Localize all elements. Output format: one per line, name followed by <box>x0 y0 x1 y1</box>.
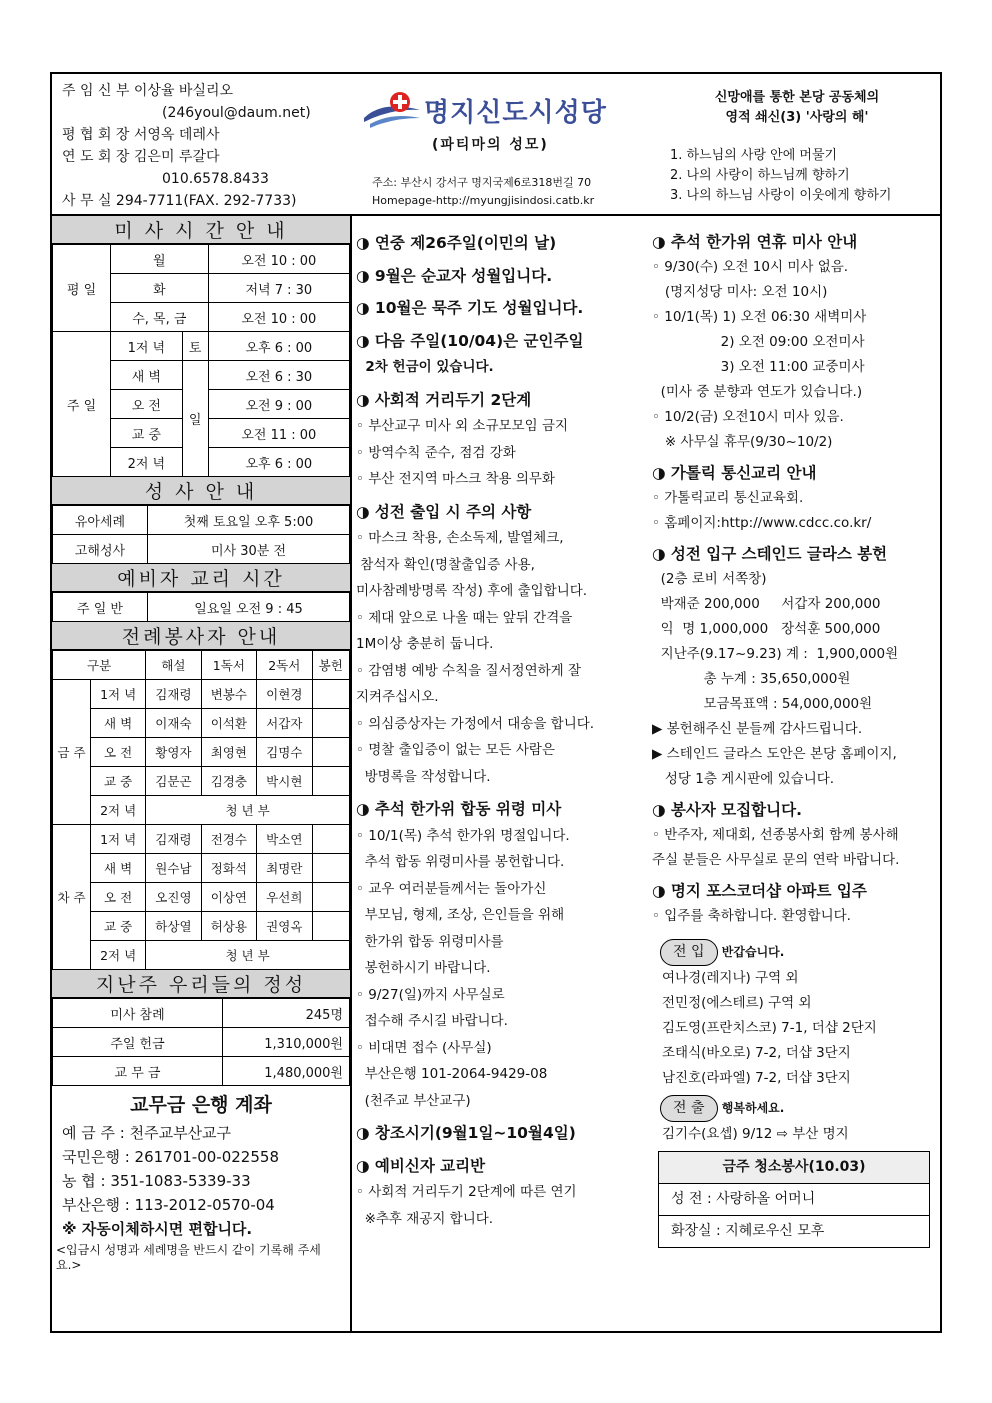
sunday-day-label: 일 <box>182 361 208 477</box>
notice-heading: ◑ 9월은 순교자 성월입니다. <box>356 263 646 290</box>
notice-line: ▶ 봉헌해주신 분들께 감사드립니다. <box>652 721 863 737</box>
server: 하상열 <box>146 912 201 941</box>
catechism-table <box>52 592 350 622</box>
notice-heading: ◑ 가톨릭 통신교리 안내 <box>652 461 940 486</box>
liturgy-title: 전례봉사자 안내 <box>52 622 350 650</box>
notice-line: 총 누계 : 35,650,000원 <box>652 671 851 687</box>
class-time: 일요일 오전 9 : 45 <box>148 593 350 622</box>
server: 우선희 <box>257 883 312 912</box>
class-name: 주 일 반 <box>53 593 148 622</box>
notice-line: ◦ 감염병 예방 수칙을 질서정연하게 잘 <box>356 662 582 679</box>
bank-line: 국민은행 : 261701-00-022558 <box>62 1148 279 1166</box>
col-head: 봉헌 <box>312 651 349 680</box>
cleaning-title: 금주 청소봉사(10.03) <box>659 1152 929 1184</box>
cleaning-box <box>658 1151 930 1248</box>
server: 김경충 <box>201 767 256 796</box>
saturday-label: 토 <box>182 332 208 361</box>
offer-value: 1,480,000원 <box>223 1057 350 1086</box>
notice-line: 2) 오전 09:00 오전미사 <box>652 334 865 350</box>
offer-label: 교 무 금 <box>53 1057 223 1086</box>
mass-time: 오전 6 : 30 <box>208 361 349 390</box>
mass-slot: 2저 녁 <box>111 448 183 477</box>
move-in-list <box>652 966 940 1091</box>
col-head: 1독서 <box>201 651 256 680</box>
slot: 새 벽 <box>91 709 146 738</box>
mass-time: 오전 10 : 00 <box>208 245 349 274</box>
mass-time: 저녁 7 : 30 <box>208 274 349 303</box>
server: 이현경 <box>257 680 312 709</box>
server: 이상연 <box>201 883 256 912</box>
notice-line: ◦ 비대면 접수 (사무실) <box>356 1039 492 1056</box>
church-name: 명지신도시성당 <box>424 98 607 128</box>
server: 전경수 <box>201 825 256 854</box>
notice-line: 부모님, 형제, 조상, 은인들을 위해 <box>356 907 565 923</box>
church-emblem-icon <box>362 90 422 130</box>
mass-day: 화 <box>111 274 209 303</box>
server: 황영자 <box>146 738 201 767</box>
sacrament-name: 고해성사 <box>53 535 148 564</box>
move-in-label: 전 입 <box>660 939 718 966</box>
priest: 주 임 신 부 이상율 바실리오 <box>62 83 234 99</box>
notice-line: 접수해 주시길 바랍니다. <box>356 1013 508 1029</box>
notice-heading: ◑ 연중 제26주일(이민의 날) <box>356 230 646 257</box>
mass-time: 오전 9 : 00 <box>208 390 349 419</box>
server: 최명란 <box>257 854 312 883</box>
address-block <box>372 174 594 210</box>
notice-line: 미사참례방명록 작성) 후에 출입합니다. <box>356 583 588 599</box>
move-out-label: 전 출 <box>660 1095 718 1122</box>
mass-times-table <box>52 244 350 477</box>
notice-line: ◦ 9/30(수) 오전 10시 미사 없음. <box>652 259 849 275</box>
notice-line: ※추후 재공지 합니다. <box>356 1210 494 1227</box>
goal-item: 3. 나의 하느님 사랑이 이웃에게 향하기 <box>670 188 892 203</box>
offering-table <box>52 998 350 1086</box>
sunday-label: 주 일 <box>53 332 111 477</box>
slot: 오 전 <box>91 738 146 767</box>
notice-line: ◦ 10/1(목) 추석 한가위 명절입니다. <box>356 827 570 844</box>
notice-line: ◦ 10/1(목) 1) 오전 06:30 새벽미사 <box>652 309 867 325</box>
server: 김재령 <box>146 680 201 709</box>
priest-email: (246youl@daum.net) <box>162 105 311 121</box>
notice-line: 봉헌하시기 바랍니다. <box>356 960 491 976</box>
bank-line: 예 금 주 : 천주교부산교구 <box>62 1124 232 1142</box>
list-item: 전민정(에스테르) 구역 외 <box>662 995 812 1011</box>
move-out-greet: 행복하세요. <box>721 1101 785 1115</box>
notice-heading: ◑ 예비신자 교리반 <box>356 1153 646 1180</box>
notice-line: ◦ 입주를 축하합니다. 환영합니다. <box>652 908 851 924</box>
mass-day: 수, 목, 금 <box>111 303 209 332</box>
notice-line: ◦ 제대 앞으로 나올 때는 앞뒤 간격을 <box>356 609 573 626</box>
mass-time: 오후 6 : 00 <box>208 332 349 361</box>
mass-day: 월 <box>111 245 209 274</box>
server: 박시현 <box>257 767 312 796</box>
notice-line: 3) 오전 11:00 교중미사 <box>652 359 865 375</box>
council-president: 평 협 회 장 서영옥 데레사 <box>62 127 220 143</box>
move-out <box>652 1095 940 1147</box>
slot: 1저 녁 <box>91 825 146 854</box>
sacrament-time: 첫째 토요일 오후 5:00 <box>148 506 350 535</box>
theme-line2: 영적 쇄신(3) '사랑의 해' <box>725 110 869 125</box>
col-head: 2독서 <box>257 651 312 680</box>
mass-slot: 오 전 <box>111 390 183 419</box>
notice-line: 참석자 확인(명찰출입증 사용, <box>356 556 535 573</box>
mass-slot: 교 중 <box>111 419 183 448</box>
goal-list <box>670 146 932 206</box>
homepage-link[interactable]: Homepage-http://myungjisindosi.catb.kr <box>372 194 595 207</box>
notice-line: ◦ 가톨릭교리 통신교육회. <box>652 490 804 506</box>
sacrament-table <box>52 505 350 564</box>
offer-value: 245명 <box>223 999 350 1028</box>
list-item: 남진호(라파엘) 7-2, 더샵 3단지 <box>662 1070 851 1086</box>
server: 서갑자 <box>257 709 312 738</box>
server: 김명수 <box>257 738 312 767</box>
bank-line: 농 협 : 351-1083-5339-33 <box>62 1172 251 1190</box>
notice-heading: ◑ 사회적 거리두기 2단계 <box>356 387 646 414</box>
notice-line: ◦ 명찰 출입증이 없는 모든 사람은 <box>356 742 555 758</box>
church-logo <box>362 90 642 130</box>
notice-line: ◦ 9/27(일)까지 사무실로 <box>356 986 505 1003</box>
list-item: 조태식(바오로) 7-2, 더샵 3단지 <box>662 1045 851 1061</box>
server: 김재령 <box>146 825 201 854</box>
notice-line: ◦ 의심증상자는 가정에서 대송을 합니다. <box>356 715 595 732</box>
notice-line: (2층 로비 서쪽창) <box>652 571 767 587</box>
notice-line: 박재준 200,000 서갑자 200,000 <box>652 596 881 612</box>
server: 정화석 <box>201 854 256 883</box>
notice-line: 방명록을 작성합니다. <box>356 768 491 785</box>
pastoral-theme <box>662 88 932 206</box>
slot: 1저 녁 <box>91 680 146 709</box>
sacrament-title: 성 사 안 내 <box>52 477 350 505</box>
notice-line: ◦ 홈페이지:http://www.cdcc.co.kr/ <box>652 515 872 531</box>
goal-item: 2. 나의 사랑이 하느님께 향하기 <box>670 168 850 183</box>
goal-item: 1. 하느님의 사랑 안에 머물기 <box>670 148 838 163</box>
server: 이석환 <box>201 709 256 738</box>
notice-line: 2차 헌금이 있습니다. <box>356 359 494 375</box>
header <box>52 74 940 216</box>
this-week-label: 금 주 <box>53 680 91 825</box>
right-notices <box>652 230 940 929</box>
cleaning-row: 화장실 : 지혜로우신 모후 <box>671 1223 825 1239</box>
notice-heading: ◑ 창조시기(9월1일~10월4일) <box>356 1120 646 1147</box>
bulletin-page <box>50 72 942 1333</box>
bank-info <box>52 1121 350 1241</box>
notice-line: 지난주(9.17~9.23) 계 : 1,900,000원 <box>652 646 899 662</box>
slot: 2저 녁 <box>91 796 146 825</box>
catechism-title: 예비자 교리 시간 <box>52 564 350 592</box>
server: 변봉수 <box>201 680 256 709</box>
notice-heading: ◑ 봉사자 모집합니다. <box>652 798 940 823</box>
notice-heading: ◑ 성전 출입 시 주의 사항 <box>356 499 646 526</box>
address: 주소: 부산시 강서구 명지국제6로318번길 70 <box>372 176 592 189</box>
notice-heading: ◑ 추석 한가위 연휴 미사 안내 <box>652 230 940 255</box>
notice-heading: ◑ 다음 주일(10/04)은 군인주일 <box>356 328 646 355</box>
slot: 교 중 <box>91 767 146 796</box>
bank-line: 부산은행 : 113-2012-0570-04 <box>62 1196 275 1214</box>
office: 사 무 실 294-7711(FAX. 292-7733) <box>62 193 297 209</box>
notice-line: ◦ 방역수칙 준수, 점검 강화 <box>356 444 516 461</box>
notice-line: 한가위 합동 위령미사를 <box>356 933 504 950</box>
mass-times-title: 미 사 시 간 안 내 <box>52 216 350 244</box>
sacrament-time: 미사 30분 전 <box>148 535 350 564</box>
notice-line: 추석 합동 위령미사를 봉헌합니다. <box>356 854 565 870</box>
notice-heading: ◑ 명지 포스코더샵 아파트 입주 <box>652 879 940 904</box>
cleaning-row: 성 전 : 사랑하올 어머니 <box>659 1184 929 1216</box>
server: 김문곤 <box>146 767 201 796</box>
notice-line: ◦ 부산교구 미사 외 소규모모임 금지 <box>356 418 568 434</box>
notice-line: ▶ 스테인드 글라스 도안은 본당 홈페이지, <box>652 746 897 762</box>
mass-time: 오후 6 : 00 <box>208 448 349 477</box>
next-week-label: 차 주 <box>53 825 91 970</box>
slot: 오 전 <box>91 883 146 912</box>
mass-time: 오전 11 : 00 <box>208 419 349 448</box>
col-head: 구분 <box>53 651 146 680</box>
sodality-president: 연 도 회 장 김은미 루갈다 <box>62 149 220 165</box>
notice-line: ◦ 10/2(금) 오전10시 미사 있음. <box>652 409 844 425</box>
server: 최영현 <box>201 738 256 767</box>
server: 권영옥 <box>257 912 312 941</box>
notice-line: 주실 분들은 사무실로 문의 연락 바랍니다. <box>652 852 900 868</box>
phone: 010.6578.8433 <box>162 171 269 187</box>
bank-line: ※ 자동이체하시면 편합니다. <box>62 1220 253 1238</box>
slot: 새 벽 <box>91 854 146 883</box>
notice-line: ◦ 부산 전지역 마스크 착용 의무화 <box>356 471 555 487</box>
notice-heading: ◑ 추석 한가위 합동 위령 미사 <box>356 796 646 823</box>
list-item: 김도영(프란치스코) 7-1, 더샵 2단지 <box>662 1020 877 1036</box>
server: 박소연 <box>257 825 312 854</box>
list-item: 여나경(레지나) 구역 외 <box>662 970 799 986</box>
right-column <box>652 224 940 1248</box>
staff-info <box>62 80 311 212</box>
offer-value: 1,310,000원 <box>223 1028 350 1057</box>
move-in-greet: 반갑습니다. <box>721 945 785 959</box>
notice-line: ◦ 교우 여러분들께서는 돌아가신 <box>356 880 547 897</box>
server: 허상용 <box>201 912 256 941</box>
server: 청 년 부 <box>146 796 350 825</box>
left-column <box>52 216 352 1333</box>
notice-line: ◦ 사회적 거리두기 2단계에 따른 연기 <box>356 1184 577 1200</box>
offering-title: 지난주 우리들의 정성 <box>52 970 350 998</box>
notice-line: 부산은행 101-2064-9429-08 <box>356 1066 548 1082</box>
server: 오진영 <box>146 883 201 912</box>
theme-line1: 신망애를 통한 본당 공동체의 <box>714 90 880 105</box>
notice-line: ◦ 반주자, 제대회, 선종봉사회 함께 봉사해 <box>652 827 899 843</box>
notice-line: 모금목표액 : 54,000,000원 <box>652 696 873 712</box>
notice-heading: ◑ 성전 입구 스테인드 글라스 봉헌 <box>652 542 940 567</box>
mass-slot: 새 벽 <box>111 361 183 390</box>
middle-column <box>356 224 646 1232</box>
bank-title: 교무금 은행 계좌 <box>130 1094 272 1116</box>
notice-line: ◦ 마스크 착용, 손소독제, 발열체크, <box>356 530 564 546</box>
weekday-label: 평 일 <box>53 245 111 332</box>
notice-line: (천주교 부산교구) <box>356 1092 471 1109</box>
notice-line: (미사 중 분향과 연도가 있습니다.) <box>652 384 863 400</box>
notice-line: 1M이상 충분히 둡니다. <box>356 636 494 652</box>
sacrament-name: 유아세례 <box>53 506 148 535</box>
server: 청 년 부 <box>146 941 350 970</box>
mass-slot: 1저 녁 <box>111 332 183 361</box>
notice-line: 익 명 1,000,000 장석훈 500,000 <box>652 621 881 637</box>
notice-line: (명지성당 미사: 오전 10시) <box>652 284 828 300</box>
offer-label: 미사 참례 <box>53 999 223 1028</box>
notice-line: 성당 1층 게시판에 있습니다. <box>652 771 835 787</box>
liturgy-table <box>52 650 350 970</box>
server: 이재숙 <box>146 709 201 738</box>
list-item: 김기수(요셉) 9/12 ⇨ 부산 명지 <box>662 1126 849 1142</box>
notice-line: 지켜주십시오. <box>356 689 439 705</box>
offer-label: 주일 헌금 <box>53 1028 223 1057</box>
slot: 교 중 <box>91 912 146 941</box>
notice-heading: ◑ 10월은 묵주 기도 성월입니다. <box>356 295 646 322</box>
col-head: 해설 <box>146 651 201 680</box>
mass-time: 오전 10 : 00 <box>208 303 349 332</box>
slot: 2저 녁 <box>91 941 146 970</box>
notice-line: ※ 사무실 휴무(9/30~10/2) <box>652 434 833 450</box>
church-subtitle: (파티마의 성모) <box>432 137 549 153</box>
server: 원수남 <box>146 854 201 883</box>
bank-note: <입금시 성명과 세례명을 반드시 같이 기록해 주세요.> <box>56 1243 321 1272</box>
move-in <box>652 939 940 1091</box>
